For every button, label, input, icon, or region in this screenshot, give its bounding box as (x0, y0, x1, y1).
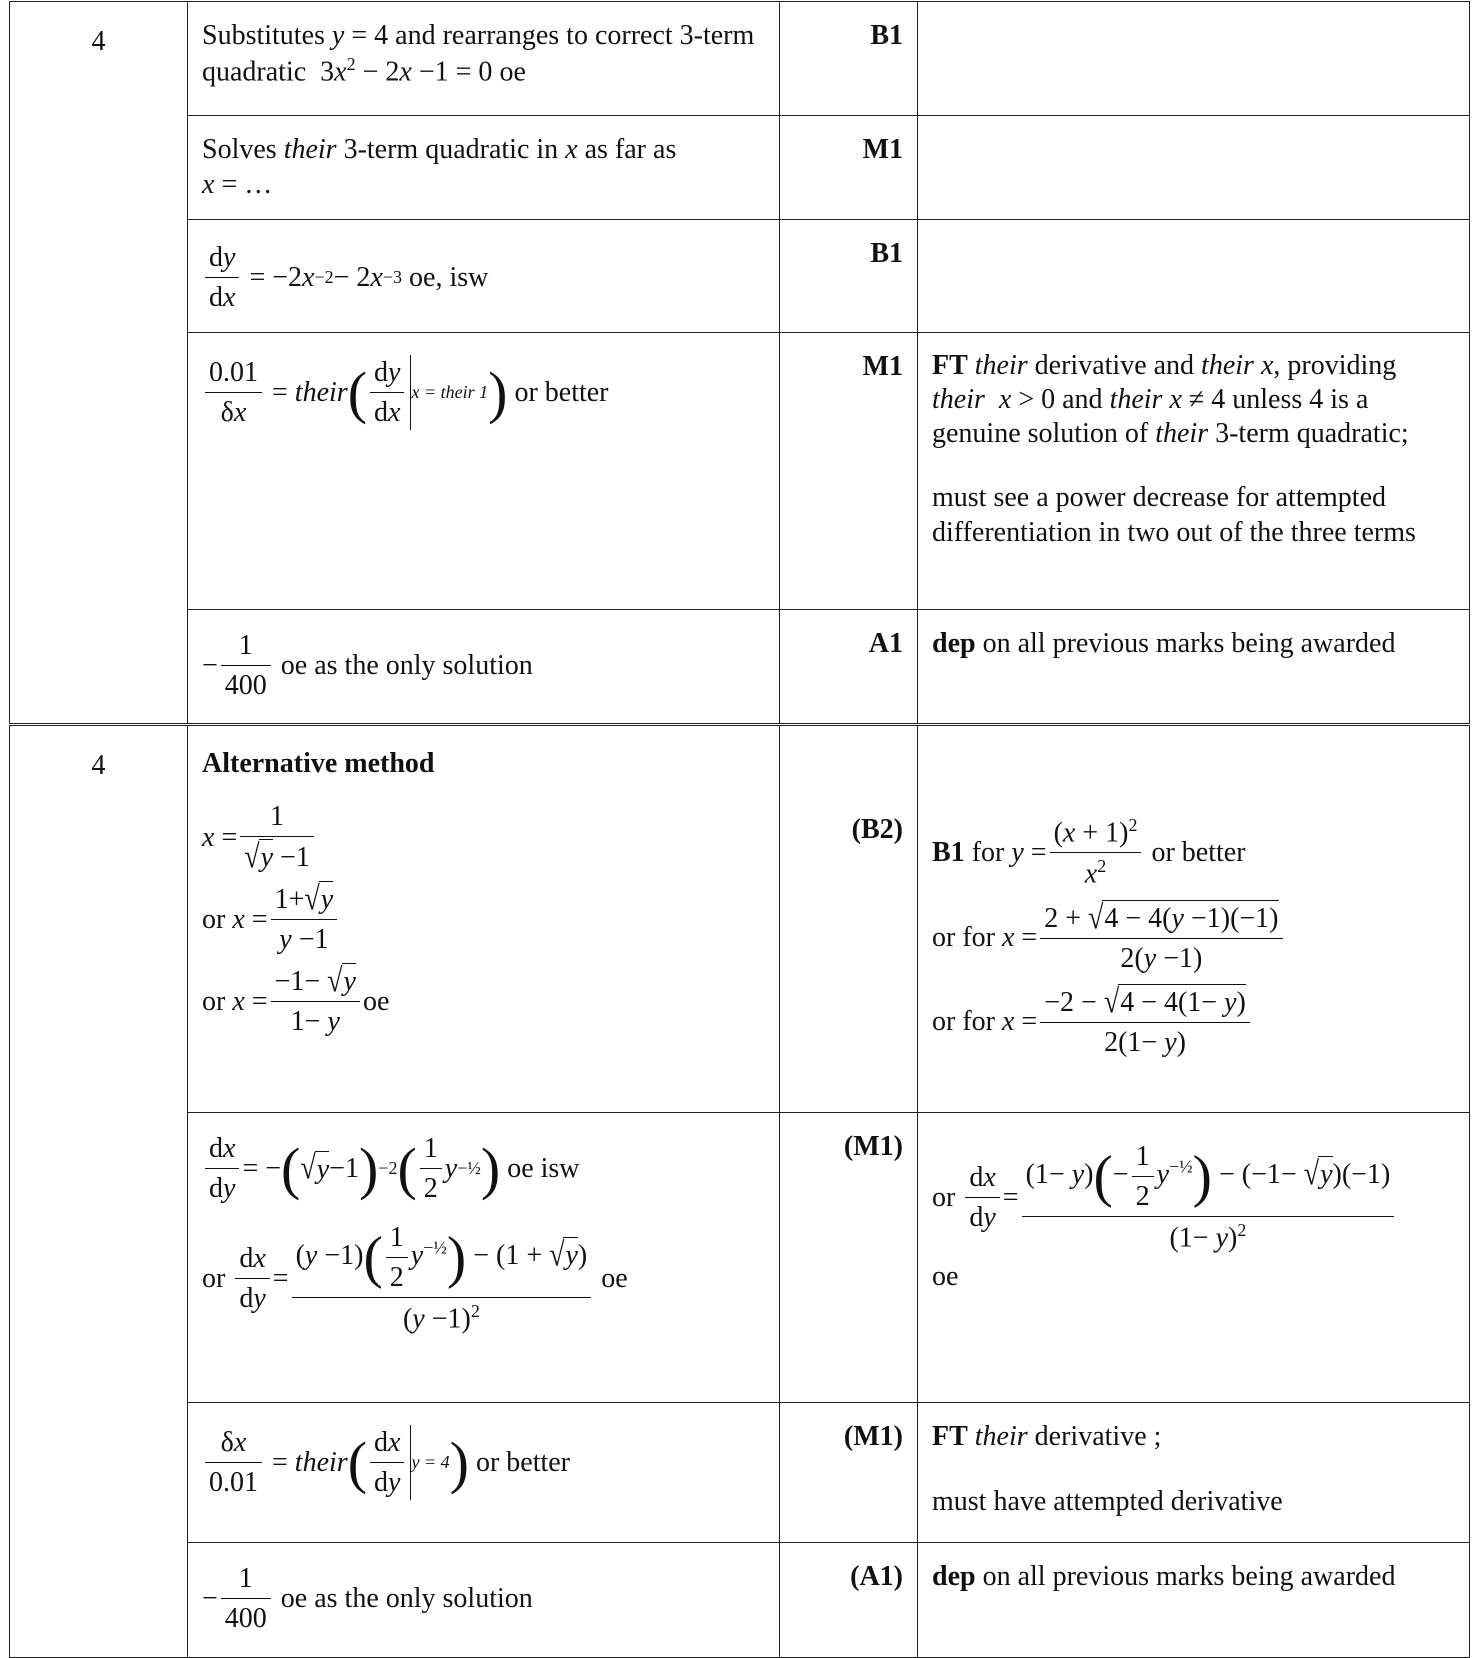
comment-cell: B1 for y = $\frac{(x + 1)^2}{x^2}$ or better or for x = $\frac{2 + √4 - 4(y -1)(-1)}{2(y -1)}$ or for x = $\frac{-2 - √4 - 4(1- y)}{2(1- y)}$ (918, 726, 1470, 1113)
comment-cell (918, 1403, 1470, 1543)
comment-text: must see a power decrease for attempted differentiation in two out of the three terms (932, 482, 1416, 548)
comment-text: derivative ; (1034, 1421, 1162, 1452)
answer-text: as far as (584, 134, 677, 165)
table-row (10, 726, 1470, 1113)
small-change-fraction: $\frac{0.01}{\delta x}$ (205, 355, 262, 430)
their-word: their (1201, 350, 1254, 381)
their-word: their (932, 384, 985, 416)
answer-text: oe as the only solution (280, 650, 533, 681)
comment-text: 3-term quadratic; (1215, 418, 1409, 450)
comment-cell (918, 1543, 1470, 1658)
question-number: 4 (91, 26, 106, 57)
their-word: their (974, 350, 1028, 381)
answer-cell: − $\frac{1}{400}$ oe as the only solution (188, 1543, 780, 1658)
answer-text: oe as the only solution (280, 1583, 533, 1614)
dep-label: dep (932, 628, 976, 659)
mark-cell (780, 610, 918, 724)
their-word: their (974, 1421, 1028, 1452)
mark-cell (780, 116, 918, 220)
answer-cell: $\frac{dy}{dx}$ = −2 x −2 − 2 x −3 oe, isw (188, 220, 780, 333)
ft-label: FT (932, 350, 968, 381)
comment-cell (918, 2, 1470, 116)
mark-label: (M1) (843, 1421, 903, 1452)
mark-cell (780, 726, 918, 1113)
comment-text: and (1062, 384, 1103, 416)
table-row (10, 1113, 1470, 1403)
comment-text: for (971, 837, 1005, 869)
answer-cell: Alternative method x = $\frac{1}{√y -1}$ or x = $\frac{1+√y}{y -1}$ or x = $\frac{-1- √y}{1- y}$ oe (188, 726, 780, 1113)
comment-cell: FT their derivative and their x, providing their x > 0 and their x ≠ 4 unless 4 is a genuine solution of their 3-term quadratic; must see a power decrease for attempted differentiation in two out of the three terms (918, 333, 1470, 610)
answer-cell: $\frac{dx}{dy}$ = − ( √ y −1 ) −2 ( $\frac{1}{2}$ y −½ ) oe isw or $\frac{dx}{dy}$ = (y −1)( $\frac{1}{2}$ $y^{-\frac{1}{2}}) - (1 + √y)$ $(y -1)^2$ oe (188, 1113, 780, 1403)
answer-text: or better (475, 1447, 570, 1478)
comment-text: providing (1287, 350, 1397, 381)
question-number: 4 (91, 750, 106, 781)
comment-text: or better (1151, 837, 1246, 869)
comment-cell (918, 610, 1470, 724)
mark-scheme-table-alternative (9, 725, 1470, 1658)
mark-label: (A1) (850, 1561, 903, 1592)
answer-cell: Solves their 3-term quadratic in x as far as x = … (188, 116, 780, 220)
answer-cell: $\frac{0.01}{\delta x}$ = their ( $\frac{dy}{dx}$ x = their 1 ) or better (188, 333, 780, 610)
oe-text: oe (362, 985, 390, 1017)
table-row (10, 1543, 1470, 1658)
question-number-cell (10, 726, 188, 1658)
mark-label: B1 (870, 20, 903, 51)
answer-text: 3-term quadratic in (343, 134, 559, 165)
or-text: or (202, 1262, 226, 1294)
answer-cell: − $\frac{1}{400}$ oe as the only solution (188, 610, 780, 724)
mark-label: M1 (862, 134, 903, 165)
mark-cell (780, 1113, 918, 1403)
b1-label: B1 (932, 837, 965, 869)
ft-label: FT (932, 1421, 968, 1452)
answer-text: oe (601, 1262, 628, 1294)
mark-cell (780, 1543, 918, 1658)
their-word: their (294, 1447, 348, 1478)
table-row (10, 333, 1470, 610)
alternative-method-heading: Alternative method (202, 748, 435, 779)
their-word: their (294, 377, 348, 408)
mark-cell (780, 1403, 918, 1543)
answer-text: or better (514, 377, 609, 408)
their-word: their (1155, 418, 1209, 450)
comment-text: or for (932, 922, 995, 954)
comment-text: on all previous marks being awarded (982, 628, 1396, 659)
table-row (10, 610, 1470, 724)
comment-text: on all previous marks being awarded (982, 1561, 1396, 1592)
table-row (10, 220, 1470, 333)
or-text: or (932, 1181, 956, 1213)
answer-text: oe (499, 56, 526, 88)
mark-label: (M1) (843, 1131, 903, 1162)
mark-label: B1 (870, 238, 903, 269)
comment-text: derivative and (1034, 350, 1195, 381)
answer-text: oe, isw (409, 262, 489, 293)
comment-cell (918, 220, 1470, 333)
their-word: their (440, 382, 475, 403)
mark-cell (780, 333, 918, 610)
answer-text: Solves (202, 134, 277, 165)
mark-cell (780, 220, 918, 333)
comment-text: must have attempted derivative (932, 1486, 1283, 1517)
mark-cell (780, 2, 918, 116)
comment-cell (918, 116, 1470, 220)
comment-text: or for (932, 1006, 995, 1038)
mark-label: (B2) (851, 814, 903, 845)
their-word: their (283, 134, 337, 165)
answer-text: oe isw (507, 1153, 580, 1184)
answer-text: Substitutes (202, 20, 325, 51)
answer-cell: $\frac{\delta x}{0.01}$ = their ( $\frac{dx}{dy}$ y = 4 ) or better (188, 1403, 780, 1543)
evaluated-derivative: $\frac{dy}{dx}$ (367, 355, 411, 430)
mark-label: M1 (862, 351, 903, 382)
oe-text: oe (932, 1261, 959, 1293)
question-number-cell (10, 2, 188, 724)
table-row (10, 1403, 1470, 1543)
their-word: their (1109, 384, 1163, 416)
comment-text: unless 4 is a genuine solution of (932, 384, 1369, 450)
mark-label: A1 (868, 628, 903, 659)
or-text: or (202, 985, 226, 1017)
or-text: or (202, 903, 226, 935)
table-row (10, 116, 1470, 220)
answer-cell: Substitutes y = 4 and rearranges to correct 3-term quadratic $3x^2 - 2x -1 = 0$ oe (188, 2, 780, 116)
derivative-fraction: $\frac{dy}{dx}$ (205, 240, 239, 315)
table-row (10, 2, 1470, 116)
answer-text: and rearranges to correct 3-term quadratic (202, 20, 755, 88)
mark-scheme-table-main (9, 1, 1470, 724)
dep-label: dep (932, 1561, 976, 1592)
comment-cell: or $\frac{dx}{dy}$ = (1− y)(− $\frac{1}{2}$ $y^{-\frac{1}{2}}) - (-1- √y)(-1)$ $(1- y)^2$ oe (918, 1113, 1470, 1403)
